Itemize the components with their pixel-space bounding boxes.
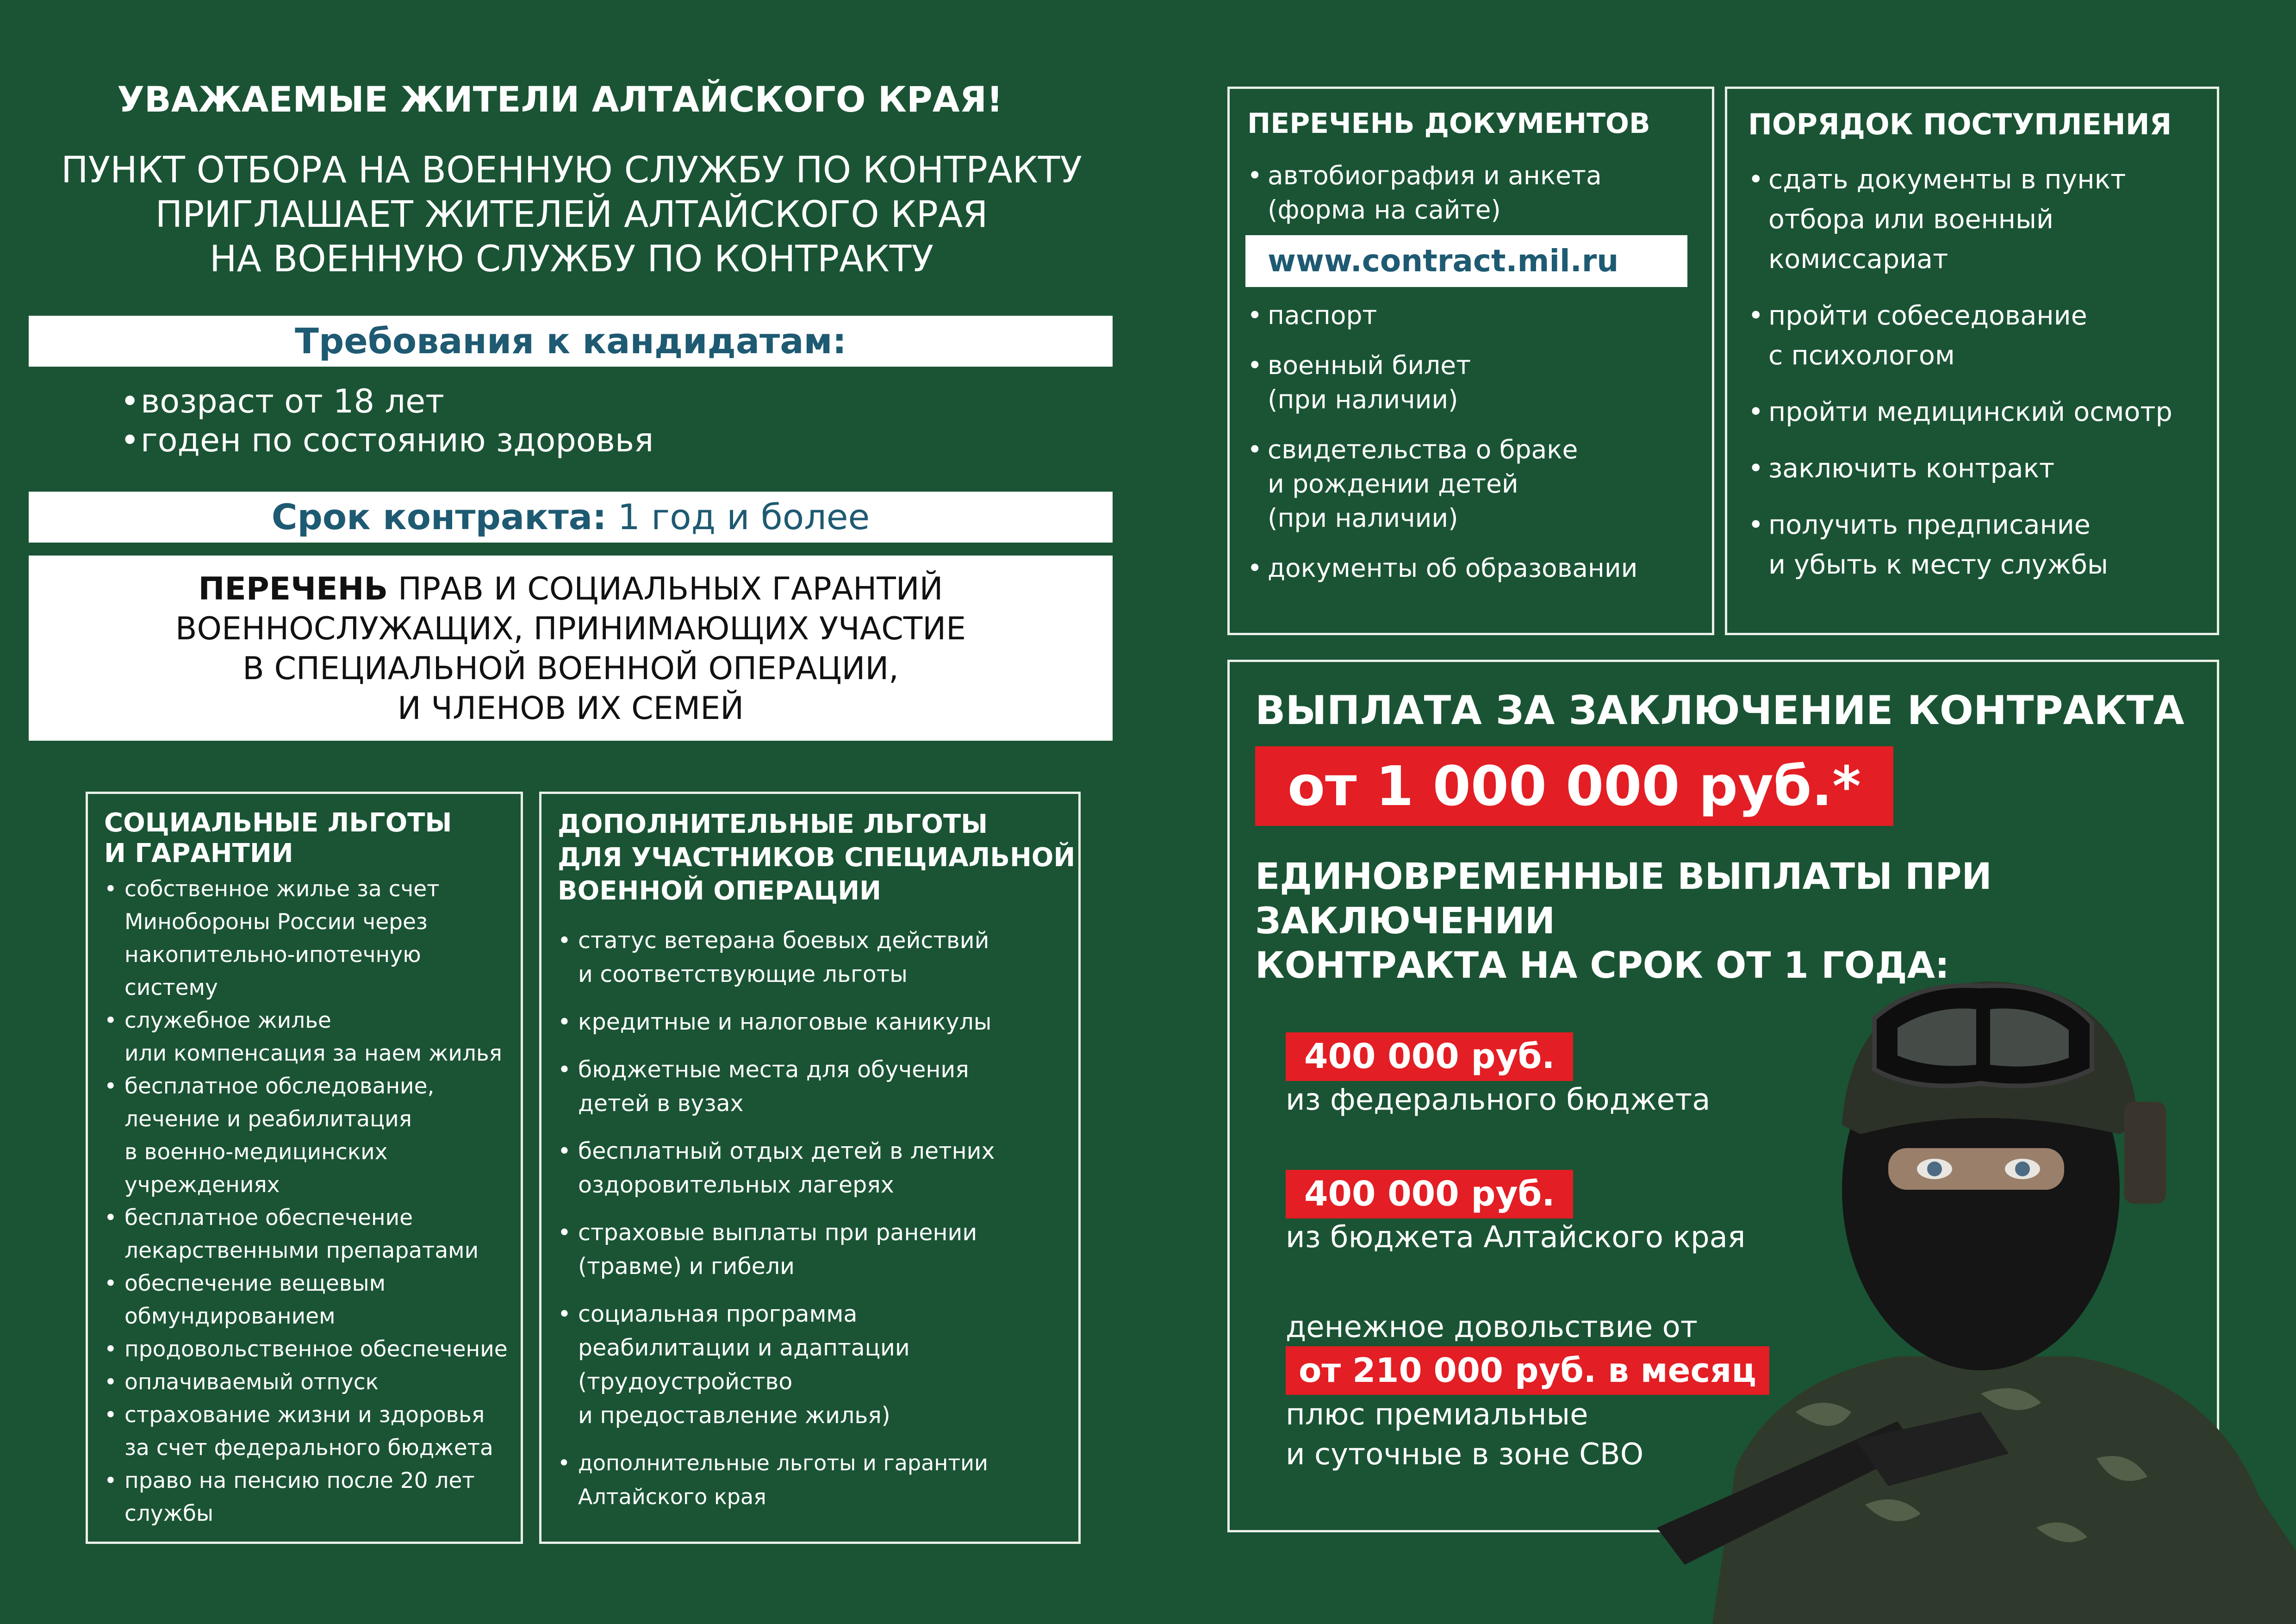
invitation-line-3: НА ВОЕННУЮ СЛУЖБУ ПО КОНТРАКТУ: [209, 238, 934, 280]
contract-term-label: Срок контракта:: [271, 496, 607, 537]
additional-title-line-3: ВОЕННОЙ ОПЕРАЦИИ: [558, 876, 882, 906]
list-item: • страховые выплаты при ранении (травме) и гибели: [558, 1216, 1078, 1283]
list-item: • продовольственное обеспечение: [104, 1333, 521, 1366]
additional-title-line-2: ДЛЯ УЧАСТНИКОВ СПЕЦИАЛЬНОЙ: [558, 843, 1076, 873]
payment-subtitle-line-1: ЕДИНОВРЕМЕННЫЕ ВЫПЛАТЫ ПРИ ЗАКЛЮЧЕНИИ: [1255, 856, 1992, 942]
list-item: • собственное жилье за счет Минобороны России через накопительно-ипотечную систему: [104, 873, 521, 1004]
documents-list-rest: [1247, 298, 1712, 585]
list-item: • статус ветерана боевых действий и соответствующие льготы: [558, 924, 1078, 991]
requirements-title: Требования к кандидатам:: [294, 320, 847, 362]
documents-list: [1247, 158, 1712, 227]
list-item: • получить предписание и убыть к месту службы: [1748, 505, 2217, 585]
documents-title: ПЕРЕЧЕНЬ ДОКУМЕНТОВ: [1247, 107, 1650, 140]
list-item: • страхование жизни и здоровья за счет федерального бюджета: [104, 1399, 521, 1464]
list-item: • паспорт: [1247, 298, 1712, 332]
list-item: • дополнительные льготы и гарантии Алтайского края: [558, 1446, 1078, 1514]
monthly-allowance: [1286, 1308, 2209, 1474]
social-benefits-title: [104, 808, 521, 869]
regional-source: из бюджета Алтайского края: [1286, 1220, 1746, 1255]
allowance-amount-badge: от 210 000 руб. в месяц: [1286, 1346, 1769, 1395]
list-item: • заключить контракт: [1748, 449, 2217, 488]
list-item: • пройти собеседование с психологом: [1748, 296, 2217, 375]
list-item: • пройти медицинский осмотр: [1748, 392, 2217, 432]
contract-term-band: [29, 492, 1113, 543]
federal-amount-badge: 400 000 руб.: [1286, 1032, 1573, 1081]
list-item: • социальная программа реабилитации и адаптации (трудоустройство и предоставление жилья): [558, 1297, 1078, 1432]
requirement-item: • возраст от 18 лет: [120, 382, 1046, 421]
rights-line-4: И ЧЛЕНОВ ИХ СЕМЕЙ: [397, 690, 744, 727]
list-item: • бесплатное обеспечение лекарственными препаратами: [104, 1201, 521, 1267]
payment-subtitle-line-2: КОНТРАКТА НА СРОК ОТ 1 ГОДА:: [1255, 945, 1950, 987]
allowance-extra-2: и суточные в зоне СВО: [1286, 1437, 1644, 1472]
list-item: • автобиография и анкета (форма на сайте): [1247, 158, 1712, 227]
federal-payment: [1286, 1032, 2209, 1119]
additional-benefits-list: [558, 924, 1078, 1514]
social-title-line-1: СОЦИАЛЬНЫЕ ЛЬГОТЫ: [104, 808, 452, 838]
rights-line-3: В СПЕЦИАЛЬНОЙ ВОЕННОЙ ОПЕРАЦИИ,: [243, 650, 899, 687]
social-benefits-panel: [86, 792, 523, 1544]
invitation-line-2: ПРИГЛАШАЕТ ЖИТЕЛЕЙ АЛТАЙСКОГО КРАЯ: [155, 194, 988, 236]
additional-benefits-title: [558, 808, 1078, 908]
regional-payment: [1286, 1170, 2209, 1256]
list-item: • военный билет (при наличии): [1247, 348, 1712, 417]
requirement-item: • годен по состоянию здоровья: [120, 421, 1046, 460]
list-item: • бюджетные места для обучения детей в вузах: [558, 1053, 1078, 1120]
list-item: • сдать документы в пункт отбора или военный комиссариат: [1748, 160, 2217, 279]
payment-title: ВЫПЛАТА ЗА ЗАКЛЮЧЕНИЕ КОНТРАКТА: [1255, 687, 2184, 734]
rights-box: [29, 556, 1113, 741]
list-item: • документы об образовании: [1247, 551, 1712, 585]
additional-title-line-1: ДОПОЛНИТЕЛЬНЫЕ ЛЬГОТЫ: [558, 809, 988, 839]
website-link[interactable]: www.contract.mil.ru: [1245, 235, 1687, 287]
payment-amount-badge: от 1 000 000 руб.*: [1255, 746, 1893, 826]
list-item: • свидетельства о браке и рождении детей (при наличии): [1247, 432, 1712, 535]
procedure-list: [1748, 160, 2217, 585]
invitation-line-1: ПУНКТ ОТБОРА НА ВОЕННУЮ СЛУЖБУ ПО КОНТРАКТУ: [61, 150, 1082, 191]
procedure-panel: [1725, 87, 2219, 635]
procedure-title: ПОРЯДОК ПОСТУПЛЕНИЯ: [1748, 107, 2172, 141]
list-item: • служебное жилье или компенсация за наем жилья: [104, 1004, 521, 1070]
allowance-extra-1: плюс премиальные: [1286, 1398, 1588, 1432]
greeting-title: УВАЖАЕМЫЕ ЖИТЕЛИ АЛТАЙСКОГО КРАЯ!: [117, 79, 1003, 120]
list-item: • обеспечение вещевым обмундированием: [104, 1267, 521, 1333]
additional-benefits-panel: [539, 792, 1081, 1544]
allowance-label: денежное довольствие от: [1286, 1310, 1698, 1344]
list-item: • оплачиваемый отпуск: [104, 1366, 521, 1399]
requirements-list: [120, 382, 1046, 460]
list-item: • кредитные и налоговые каникулы: [558, 1005, 1078, 1039]
federal-source: из федерального бюджета: [1286, 1083, 1711, 1117]
list-item: • бесплатное обследование, лечение и реабилитация в военно-медицинских учреждениях: [104, 1070, 521, 1201]
rights-lead: ПЕРЕЧЕНЬ: [198, 571, 388, 607]
rights-line-1: ПРАВ И СОЦИАЛЬНЫХ ГАРАНТИЙ: [398, 571, 943, 607]
regional-amount-badge: 400 000 руб.: [1286, 1170, 1573, 1218]
requirements-title-band: [29, 316, 1113, 367]
payment-subtitle: [1255, 855, 2209, 988]
rights-line-2: ВОЕННОСЛУЖАЩИХ, ПРИНИМАЮЩИХ УЧАСТИЕ: [175, 611, 966, 647]
social-benefits-list: [104, 873, 521, 1530]
payment-content: [1255, 685, 2209, 1474]
contract-term-value: 1 год и более: [617, 496, 870, 537]
documents-panel: [1227, 87, 1714, 635]
social-title-line-2: И ГАРАНТИИ: [104, 838, 293, 868]
list-item: • право на пенсию после 20 лет службы: [104, 1464, 521, 1530]
invitation-text: [28, 148, 1115, 281]
list-item: • бесплатный отдых детей в летних оздоровительных лагерях: [558, 1134, 1078, 1202]
